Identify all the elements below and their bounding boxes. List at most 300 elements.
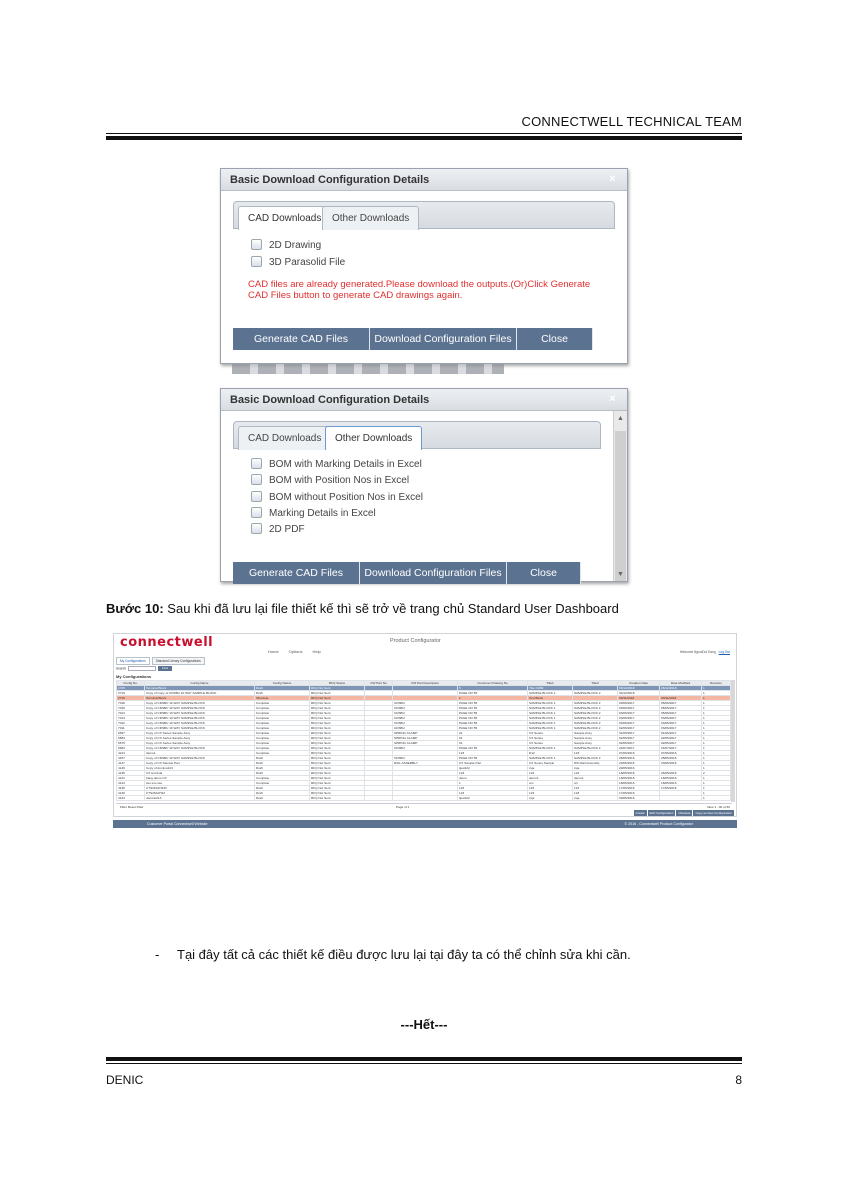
option-label: 2D PDF bbox=[269, 524, 305, 535]
table-cell: SAMPLE BLOCK 1 bbox=[528, 721, 573, 726]
scroll-up-icon[interactable]: ▲ bbox=[617, 415, 624, 422]
table-cell: CX Sample Part bbox=[458, 761, 528, 766]
tab-cad-downloads[interactable]: CAD Downloads bbox=[238, 426, 331, 450]
table-cell: RFQ Not Sent bbox=[310, 711, 365, 716]
table-cell: RFQ Not Sent bbox=[310, 776, 365, 781]
page-number: 8 bbox=[735, 1073, 742, 1087]
table-cell: CX terminal bbox=[145, 771, 255, 776]
table-cell: 4135 bbox=[117, 771, 145, 776]
table-cell: 03/06/2017 bbox=[618, 721, 660, 726]
table-cell: RFQ Not Sent bbox=[310, 746, 365, 751]
footer-rule-thin bbox=[106, 1063, 742, 1064]
table-cell: 18/05/2016 bbox=[618, 781, 660, 786]
table-cell: SAMPLE BLOCK 1 bbox=[528, 716, 573, 721]
table-cell: Sample Assy bbox=[573, 741, 618, 746]
table-cell: 07/06/2016 bbox=[660, 751, 702, 756]
table-cell: RFQ Not Sent bbox=[310, 751, 365, 756]
welcome-user: Welcome NguoiDui Dang bbox=[679, 650, 716, 654]
create-button[interactable]: Create bbox=[635, 811, 645, 815]
table-cell: SAMPLE BLOCK 2 bbox=[573, 721, 618, 726]
table-cell: Complete bbox=[255, 776, 310, 781]
dialog-button-bar bbox=[233, 328, 593, 350]
table-cell: 04/12/2018 bbox=[618, 691, 660, 696]
grid-pager bbox=[116, 803, 732, 809]
table-cell: Sample Assy bbox=[573, 731, 618, 736]
table-cell: 03/06/2017 bbox=[660, 721, 702, 726]
table-cell: RFQ Not Sent bbox=[310, 701, 365, 706]
table-cell: 01 bbox=[458, 736, 528, 741]
configurations-table bbox=[116, 680, 731, 801]
table-cell: 7012 bbox=[117, 721, 145, 726]
table-cell: 28/05/2016 bbox=[618, 756, 660, 761]
table-cell: RFQ Not Sent bbox=[310, 781, 365, 786]
table-cell: cvje bbox=[528, 766, 573, 771]
table-cell: Complete bbox=[255, 706, 310, 711]
table-cell: SAMPLE BLOCK 2 bbox=[573, 716, 618, 721]
table-cell: RFQ Not Sent bbox=[310, 706, 365, 711]
table-cell: 6683 bbox=[117, 736, 145, 741]
table-cell: Complete bbox=[255, 721, 310, 726]
table-cell: demo1 bbox=[573, 776, 618, 781]
table-cell: Complete bbox=[255, 711, 310, 716]
table-cell: Title CWM bbox=[528, 686, 573, 691]
table-cell: SPRING CLAMP bbox=[393, 731, 458, 736]
table-cell: SAMPLE BLOCK 2 bbox=[573, 726, 618, 731]
table-cell: demo1 bbox=[528, 776, 573, 781]
checkbox[interactable] bbox=[251, 458, 262, 469]
column-header[interactable]: CW Part No bbox=[365, 681, 393, 686]
option-label: BOM without Position Nos in Excel bbox=[269, 492, 423, 503]
column-header[interactable]: Date Modified bbox=[660, 681, 702, 686]
table-cell: 123 bbox=[573, 771, 618, 776]
table-cell: SAMPLE BLOCK 1 bbox=[528, 711, 573, 716]
table-cell: 24/07/2017 bbox=[660, 746, 702, 751]
footer-copyright: © 2016 - Connectwell Product Configurator bbox=[624, 822, 693, 826]
table-cell: SAMPLE BLOCK 1 bbox=[528, 706, 573, 711]
table-cell: 4138 bbox=[117, 786, 145, 791]
footer-rule-thick bbox=[106, 1057, 742, 1061]
table-cell: 03/06/2017 bbox=[618, 716, 660, 721]
table-cell: CTS26JAH23 bbox=[145, 791, 255, 796]
table-cell: 123 bbox=[458, 751, 528, 756]
dialog-title bbox=[221, 389, 627, 411]
table-cell: Sample Assy bbox=[573, 736, 618, 741]
logout-link[interactable]: Log Out bbox=[718, 650, 730, 654]
table-cell: ccc bbox=[528, 781, 573, 786]
table-cell: 02/05/2017 bbox=[618, 741, 660, 746]
header-rule-thin bbox=[106, 133, 742, 134]
table-cell: Copy of CDSBU 10 WAY SAMPLE BLOCK bbox=[145, 711, 255, 716]
table-body bbox=[117, 686, 731, 801]
option-label: Marking Details in Excel bbox=[269, 508, 376, 519]
dialog-title-text: Basic Download Configuration Details bbox=[230, 174, 430, 186]
table-cell: Terminal Block bbox=[145, 686, 255, 691]
option-label: BOM with Position Nos in Excel bbox=[269, 475, 410, 486]
app-footer bbox=[113, 820, 737, 828]
table-cell: PAGE NO 55 bbox=[458, 691, 528, 696]
dialog-button-bar bbox=[233, 562, 581, 584]
table-cell: cvje bbox=[573, 796, 618, 801]
table-cell: 01 bbox=[458, 731, 528, 736]
tab-other-downloads[interactable]: Other Downloads bbox=[325, 426, 422, 450]
table-cell: SAMPLE BLOCK 2 bbox=[573, 691, 618, 696]
page-indicator[interactable]: Page of 1 bbox=[396, 805, 410, 809]
table-cell: 18/05/2016 bbox=[660, 776, 702, 781]
option-bom-no-position-excel[interactable] bbox=[251, 491, 423, 503]
table-cell: RFQ Not Sent bbox=[310, 716, 365, 721]
table-cell: Copy of CX Series Sample Assy bbox=[145, 741, 255, 746]
tab-standard-library[interactable]: Standard Library Configurations bbox=[152, 657, 205, 665]
table-cell: 1 bbox=[702, 796, 731, 801]
table-cell: SAMPLE BLOCK 1 bbox=[528, 746, 573, 751]
table-cell: 24/07/2017 bbox=[618, 746, 660, 751]
table-cell: RFQ Not Sent bbox=[310, 766, 365, 771]
table-cell: RFQ Not Sent bbox=[310, 786, 365, 791]
table-cell: PAGE NO 55 bbox=[458, 721, 528, 726]
checkbox[interactable] bbox=[251, 491, 262, 502]
bullet-note bbox=[155, 947, 631, 962]
table-cell: Draft bbox=[255, 796, 310, 801]
column-header[interactable]: Config Name bbox=[145, 681, 255, 686]
option-bom-position-excel[interactable] bbox=[251, 474, 409, 486]
table-cell: RFQ Not Sent bbox=[310, 686, 365, 691]
option-bom-marking-excel[interactable] bbox=[251, 458, 422, 470]
table-cell: 03/06/2017 bbox=[618, 701, 660, 706]
table-cell: CDSBU bbox=[393, 706, 458, 711]
table-cell: cvje bbox=[528, 796, 573, 801]
table-cell: PAGE NO 55 bbox=[458, 701, 528, 706]
table-cell: demo bbox=[458, 776, 528, 781]
dialog-scrollbar[interactable] bbox=[613, 411, 627, 581]
table-cell: 1 bbox=[702, 736, 731, 741]
table-cell: SAMPLE BLOCK 1 bbox=[528, 726, 573, 731]
table-cell: RFQ Not Sent bbox=[310, 736, 365, 741]
table-cell: 4134 bbox=[117, 796, 145, 801]
dialog-title bbox=[221, 169, 627, 191]
table-cell: 1 bbox=[702, 711, 731, 716]
table-cell: Obsolete bbox=[255, 696, 310, 701]
step-text: Sau khi đã lưu lại file thiết kế thì sẽ trở về trang chủ Standard User Dashboard bbox=[163, 601, 619, 616]
product-configurator-screenshot bbox=[113, 633, 737, 817]
table-cell: CTS26JAH23V bbox=[145, 786, 255, 791]
table-cell: SAMPLE BLOCK 1 bbox=[528, 756, 573, 761]
download-configuration-files-button[interactable]: Download Configuration Files bbox=[370, 328, 517, 350]
main-menu bbox=[268, 649, 321, 654]
table-cell: Complete bbox=[255, 746, 310, 751]
table-cell: 1 bbox=[702, 766, 731, 771]
table-cell: Draft bbox=[255, 686, 310, 691]
table-cell: CX Series bbox=[528, 741, 573, 746]
table-cell: Complete bbox=[255, 731, 310, 736]
find-button[interactable]: Find bbox=[158, 666, 172, 671]
search-input[interactable] bbox=[128, 666, 156, 671]
table-cell: Copy of CX Series Sample Assy bbox=[145, 736, 255, 741]
grid-scrollbar[interactable] bbox=[731, 680, 735, 802]
bullet-dash: - bbox=[155, 947, 160, 962]
table-cell: Copy of CDSBU 10 WAY SAMPLE BLOCK bbox=[145, 706, 255, 711]
close-button[interactable]: Close bbox=[507, 562, 581, 584]
table-cell: SAMPLE BLOCK 2 bbox=[573, 746, 618, 751]
table-cell: Copy of CDSBU 10 WAY SAMPLE BLOCK bbox=[145, 746, 255, 751]
table-cell: 1 bbox=[702, 751, 731, 756]
table-cell: Copy of CDSBU 10 WAY SAMPLE BLOCK bbox=[145, 716, 255, 721]
table-cell: 1 bbox=[702, 756, 731, 761]
edit-configuration-button[interactable]: Edit Configuration bbox=[649, 811, 674, 815]
checkbox[interactable] bbox=[251, 239, 262, 250]
table-cell: 1 bbox=[702, 791, 731, 796]
step-caption bbox=[106, 601, 619, 616]
table-cell: Copy of CX Sample Part bbox=[145, 761, 255, 766]
close-button[interactable]: Close bbox=[517, 328, 593, 350]
download-dialog-cad bbox=[220, 168, 628, 364]
welcome-text bbox=[680, 650, 730, 654]
table-cell: 6675 bbox=[117, 741, 145, 746]
table-cell: Copy of CDSBU 10 WAY SAMPLE BLOCK bbox=[145, 701, 255, 706]
table-cell: CDSBU bbox=[393, 711, 458, 716]
table-cell: 7016 bbox=[117, 706, 145, 711]
table-cell: 03/06/2017 bbox=[660, 726, 702, 731]
table-cell: PAGE NO 55 bbox=[458, 711, 528, 716]
table-cell: Draft bbox=[255, 791, 310, 796]
generate-cad-files-button[interactable]: Generate CAD Files bbox=[233, 328, 370, 350]
download-configuration-files-button[interactable]: Download Configuration Files bbox=[360, 562, 507, 584]
table-cell: 20/05/2016 bbox=[618, 766, 660, 771]
table-cell: 26/05/2016 bbox=[660, 771, 702, 776]
table-cell: 18/05/2016 bbox=[618, 771, 660, 776]
table-cell: 6697 bbox=[117, 731, 145, 736]
column-header[interactable]: Creation Date bbox=[618, 681, 660, 686]
view-count: View 1 - 30 of 30 bbox=[706, 805, 730, 809]
table-cell: 31/05/2017 bbox=[618, 731, 660, 736]
column-header[interactable]: RFQ Status bbox=[310, 681, 365, 686]
table-cell: PAGE NO 55 bbox=[458, 746, 528, 751]
obsolete-button[interactable]: Obsolete bbox=[678, 811, 691, 815]
table-cell: 1 bbox=[702, 746, 731, 751]
table-cell: Copy of domino213 bbox=[145, 766, 255, 771]
table-cell: Copy of CDSBU 10 WAY SAMPLE BLOCK bbox=[145, 726, 255, 731]
table-cell: hang demo CX bbox=[145, 776, 255, 781]
table-row[interactable] bbox=[117, 796, 731, 801]
table-cell: 123 bbox=[573, 791, 618, 796]
table-cell: 5684 bbox=[117, 746, 145, 751]
table-cell: 30/11/2018 bbox=[618, 696, 660, 701]
table-cell: PAGE NO 55 bbox=[458, 716, 528, 721]
table-cell: 03/06/2017 bbox=[618, 711, 660, 716]
close-icon[interactable]: × bbox=[609, 393, 616, 405]
table-cell: RAIL ASSEMBLY bbox=[393, 761, 458, 766]
copy-as-new-button[interactable]: Copy as New Configuration bbox=[695, 811, 732, 815]
table-cell: CDSBU bbox=[393, 721, 458, 726]
table-cell: 1 bbox=[702, 741, 731, 746]
table-cell: 1 bbox=[702, 781, 731, 786]
table-cell: Terminal Block bbox=[145, 696, 255, 701]
column-header[interactable]: Revision bbox=[702, 681, 731, 686]
column-header[interactable]: Title1 bbox=[528, 681, 573, 686]
table-cell: 1 bbox=[702, 696, 731, 701]
tab-other-downloads[interactable]: Other Downloads bbox=[322, 206, 419, 230]
table-cell: 17/05/2016 bbox=[660, 786, 702, 791]
table-cell: 123 bbox=[528, 786, 573, 791]
table-cell: Draft bbox=[255, 691, 310, 696]
table-cell: 28/05/2016 bbox=[660, 756, 702, 761]
table-cell: 123 bbox=[458, 791, 528, 796]
table-cell: 7014 bbox=[117, 711, 145, 716]
table-cell: 2725 bbox=[117, 686, 145, 691]
table-cell: 2719 bbox=[117, 691, 145, 696]
checkbox[interactable] bbox=[251, 523, 262, 534]
table-cell: 07/06/2016 bbox=[618, 751, 660, 756]
table-cell: 1 bbox=[702, 776, 731, 781]
table-cell: 4146 bbox=[117, 766, 145, 771]
table-cell: RFQ Not Sent bbox=[310, 771, 365, 776]
table-cell: Complete bbox=[255, 736, 310, 741]
option-marking-excel[interactable] bbox=[251, 507, 376, 519]
table-cell: SAMPLE BLOCK 1 bbox=[528, 701, 573, 706]
table-cell: D12 bbox=[528, 751, 573, 756]
table-cell: CDSBU bbox=[393, 701, 458, 706]
column-header[interactable]: Config No. bbox=[117, 681, 145, 686]
scroll-thumb[interactable] bbox=[615, 431, 626, 581]
end-marker: ---Hết--- bbox=[400, 1017, 448, 1032]
menu-home[interactable]: Home bbox=[268, 649, 279, 654]
tab-my-configurations[interactable]: My Configurations bbox=[116, 657, 150, 665]
table-cell: 4157 bbox=[117, 756, 145, 761]
grid-actions bbox=[634, 810, 734, 816]
table-cell: Copy of CDSBU 10 WAY SAMPLE BLOCK bbox=[145, 721, 255, 726]
table-cell: RFQ Not Sent bbox=[310, 756, 365, 761]
table-cell: 02/06/2017 bbox=[618, 726, 660, 731]
table-cell: 1 bbox=[702, 731, 731, 736]
table-cell: 7013 bbox=[117, 716, 145, 721]
table-cell: 4147 bbox=[117, 761, 145, 766]
table-cell: 7018 bbox=[117, 701, 145, 706]
table-cell: domino213 bbox=[145, 796, 255, 801]
column-header[interactable]: CW Part Description bbox=[393, 681, 458, 686]
table-cell: 1 bbox=[702, 701, 731, 706]
table-cell: demo1 bbox=[145, 751, 255, 756]
checkbox[interactable] bbox=[251, 256, 262, 267]
table-cell bbox=[660, 796, 702, 801]
table-cell: SAMPLE BLOCK 2 bbox=[573, 706, 618, 711]
search-area bbox=[116, 666, 172, 671]
table-cell bbox=[365, 796, 393, 801]
close-icon[interactable]: × bbox=[609, 173, 616, 185]
column-header[interactable]: Customer Drawing No bbox=[458, 681, 528, 686]
footer-company: DENIC bbox=[106, 1073, 144, 1087]
download-dialog-other bbox=[220, 388, 628, 582]
table-cell: 02/05/2017 bbox=[660, 741, 702, 746]
table-cell: 20/06/2016 bbox=[660, 761, 702, 766]
option-2d-pdf[interactable] bbox=[251, 523, 305, 535]
table-cell: Test Block bbox=[528, 696, 573, 701]
table-cell: RFQ Not Sent bbox=[310, 721, 365, 726]
table-cell: CX Series bbox=[528, 736, 573, 741]
table-header-row bbox=[117, 681, 731, 686]
table-cell: 30/11/2018 bbox=[660, 696, 702, 701]
table-cell: 01/06/2017 bbox=[660, 731, 702, 736]
background-toolbar-strip bbox=[232, 364, 504, 374]
dialog-title-text: Basic Download Configuration Details bbox=[230, 394, 430, 406]
table-cell: 123 bbox=[458, 771, 528, 776]
table-cell: CX Series bbox=[528, 731, 573, 736]
header-team: CONNECTWELL TECHNICAL TEAM bbox=[521, 114, 742, 129]
footer-links[interactable]: Customer Portal Connectwell Website bbox=[147, 822, 208, 826]
table-cell: Draft bbox=[255, 756, 310, 761]
table-cell: CX Series Sample bbox=[528, 761, 573, 766]
table-cell: 1 bbox=[458, 781, 528, 786]
table-cell: 123 bbox=[458, 786, 528, 791]
table-cell: 1 bbox=[702, 726, 731, 731]
option-2d-drawing[interactable] bbox=[251, 239, 321, 251]
tab-cad-downloads[interactable]: CAD Downloads bbox=[238, 206, 331, 230]
table-cell: 06/12/2018 bbox=[618, 686, 660, 691]
table-cell: tjuw222 bbox=[458, 796, 528, 801]
table-cell: PAGE NO 55 bbox=[458, 756, 528, 761]
table-cell: PAGE NO 55 bbox=[458, 726, 528, 731]
table-cell: 1 bbox=[702, 721, 731, 726]
table-cell: Complete bbox=[255, 701, 310, 706]
column-header[interactable]: Title2 bbox=[573, 681, 618, 686]
table-cell: DIN Rail Assembly bbox=[573, 761, 618, 766]
table-cell: 02/05/2017 bbox=[618, 736, 660, 741]
table-cell: SAMPLE BLOCK 2 bbox=[573, 756, 618, 761]
tab-bar bbox=[233, 201, 615, 229]
table-cell: 06/12/2018 bbox=[660, 686, 702, 691]
menu-help[interactable]: Help bbox=[312, 649, 321, 654]
table-cell: SAMPLE BLOCK 2 bbox=[573, 701, 618, 706]
table-cell: 123 bbox=[573, 751, 618, 756]
filter-links[interactable]: Filter Reset Filter bbox=[120, 805, 144, 809]
table-cell: 2 bbox=[702, 771, 731, 776]
header-rule-thick bbox=[106, 136, 742, 140]
table-cell: 123 bbox=[528, 771, 573, 776]
table-cell: 1 bbox=[702, 686, 731, 691]
table-cell: CDSBU bbox=[393, 726, 458, 731]
table-cell: Draft bbox=[255, 761, 310, 766]
table-cell: RFQ Not Sent bbox=[310, 726, 365, 731]
table-cell: CDSBU bbox=[393, 716, 458, 721]
table-cell: 09/05/2016 bbox=[618, 796, 660, 801]
option-label: 2D Drawing bbox=[269, 240, 322, 251]
column-header[interactable]: Config Status bbox=[255, 681, 310, 686]
table-cell: 123 bbox=[573, 786, 618, 791]
checkbox[interactable] bbox=[251, 474, 262, 485]
table-cell: RFQ Not Sent bbox=[310, 761, 365, 766]
table-cell: 05/06/2017 bbox=[660, 711, 702, 716]
generate-cad-files-button[interactable]: Generate CAD Files bbox=[233, 562, 360, 584]
scroll-down-icon[interactable]: ▼ bbox=[617, 571, 624, 578]
table-cell: PAGE NO 55 bbox=[458, 706, 528, 711]
table-cell: 17/05/2016 bbox=[618, 786, 660, 791]
menu-options[interactable]: Options bbox=[288, 649, 303, 654]
table-cell: SPRING CLAMP bbox=[393, 741, 458, 746]
table-cell: RFQ Not Sent bbox=[310, 796, 365, 801]
option-label: 3D Parasolid File bbox=[269, 257, 346, 268]
table-cell: 05/06/2017 bbox=[660, 701, 702, 706]
table-cell: 20/05/2016 bbox=[618, 761, 660, 766]
table-cell: Complete bbox=[255, 741, 310, 746]
table-cell: 4214 bbox=[117, 751, 145, 756]
option-3d-parasolid[interactable] bbox=[251, 256, 345, 268]
table-cell: ssu ssu ssu bbox=[145, 781, 255, 786]
table-cell: 4130 bbox=[117, 791, 145, 796]
checkbox[interactable] bbox=[251, 507, 262, 518]
table-cell: 03/06/2017 bbox=[660, 716, 702, 721]
table-cell: RFQ Not Sent bbox=[310, 741, 365, 746]
table-cell: 01 bbox=[458, 741, 528, 746]
table-cell: Draft bbox=[255, 766, 310, 771]
table-cell: ccr bbox=[573, 781, 618, 786]
